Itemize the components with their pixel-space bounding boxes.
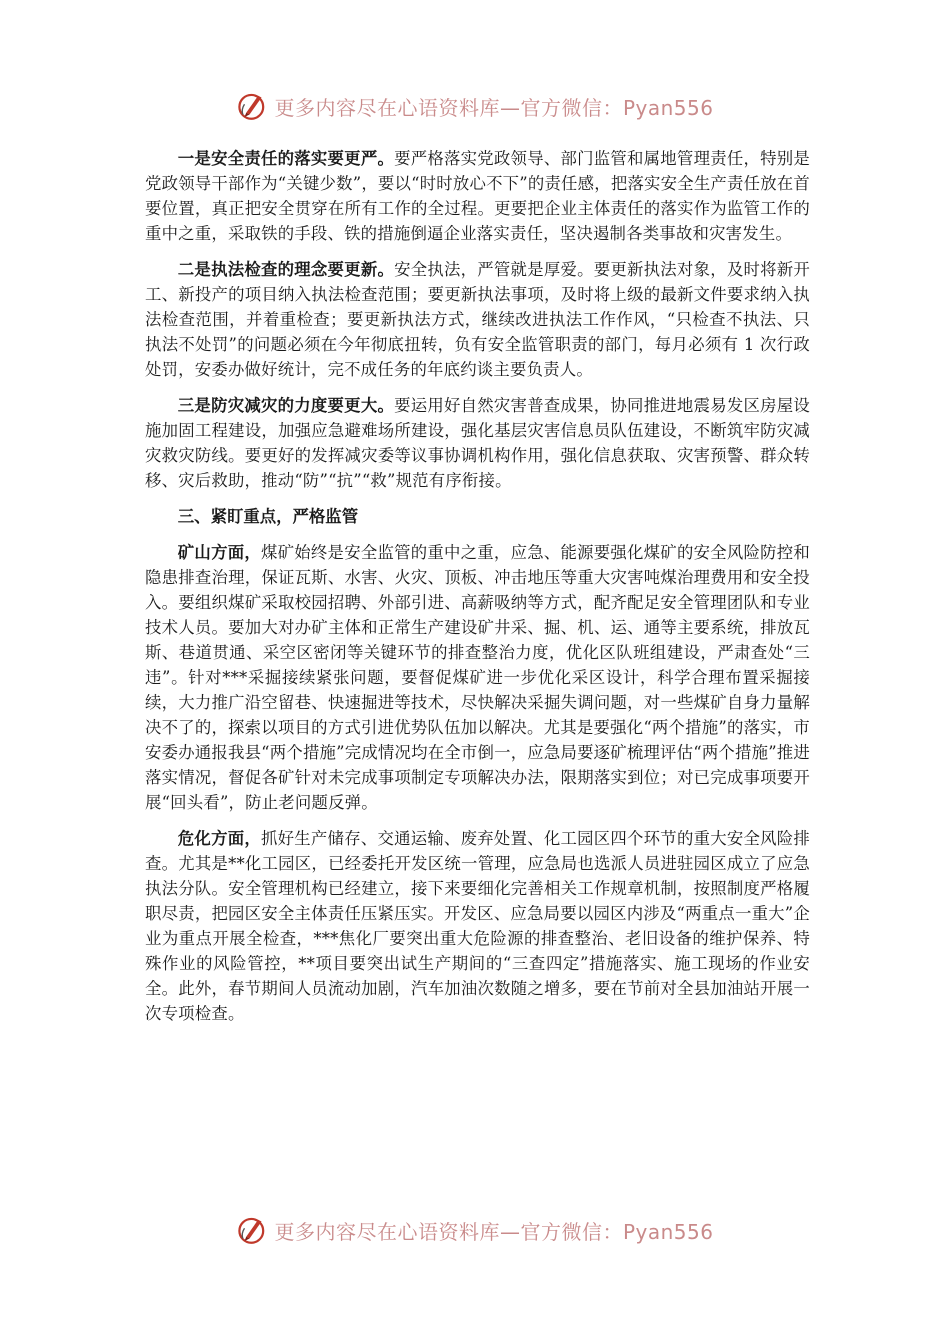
paragraph-mining — [145, 540, 810, 815]
paragraph-lead: 一是安全责任的落实要更严。 — [177, 149, 395, 168]
paragraph-lead: 三是防灾减灾的力度要更大。 — [177, 396, 395, 415]
paragraph-text: 要运用好自然灾害普查成果，协同推进地震易发区房屋设施加固工程建设，加强应急避难场所建设，强化基层灾害信息员队伍建设，不断筑牢防灾减灾救灾防线。要更好的发挥减灾委等议事协调机构作用，强化信息获取、灾害预警、群众转移、灾后救助，推动“防”“抗”“救”规范有序衔接。 — [145, 396, 810, 490]
paragraph-responsibility — [145, 146, 810, 246]
pen-logo-icon — [236, 1213, 270, 1247]
header-watermark — [0, 86, 950, 126]
paragraph-text: 煤矿始终是安全监管的重中之重，应急、能源要强化煤矿的安全风险防控和隐患排查治理，保证瓦斯、水害、火灾、顶板、冲击地压等重大灾害吨煤治理费用和安全投入。要组织煤矿采取校园招聘、外部引进、高薪吸纳等方式，配齐配足安全管理团队和专业技术人员。要加大对办矿主体和正常生产建设矿井采、掘、机、运、通等主要系统，排放瓦斯、巷道贯通、采空区密闭等关键环节的排查整治力度，优化区队班组建设，严肃查处“三违”。针对***采掘接续紧张问题，要督促煤矿进一步优化采区设计，科学合理布置采掘接续，大力推广沿空留巷、快速掘进等技术，尽快解决采掘失调问题，对一些煤矿自身力量解决不了的，探索以项目的方式引进优势队伍加以解决。尤其是要强化“两个措施”的落实，市安委办通报我县“两个措施”完成情况均在全市倒一，应急局要逐矿梳理评估“两个措施”推进落实情况，督促各矿针对未完成事项制定专项解决办法，限期落实到位；对已完成事项要开展“回头看”，防止老问题反弹。 — [145, 543, 811, 812]
paragraph-lead: 二是执法检查的理念要更新。 — [177, 260, 395, 279]
paragraph-disaster-prevention — [145, 393, 810, 493]
paragraph-lead: 矿山方面， — [177, 543, 261, 562]
watermark-text: 更多内容尽在心语资料库—官方微信：Pyan556 — [274, 95, 714, 120]
document-body — [145, 146, 810, 1037]
paragraph-text: 要严格落实党政领导、部门监管和属地管理责任，特别是党政领导干部作为“关键少数”，要以“时时放心不下”的责任感，把落实安全生产责任放在首要位置，真正把安全贯穿在所有工作的全过程。更要把企业主体责任的落实作为监管工作的重中之重，采取铁的手段、铁的措施倒逼企业落实责任，坚决遏制各类事故和灾害发生。 — [145, 149, 810, 243]
pen-logo-icon — [236, 89, 270, 123]
paragraph-enforcement — [145, 257, 810, 382]
footer-watermark — [0, 1210, 950, 1250]
watermark-text: 更多内容尽在心语资料库—官方微信：Pyan556 — [274, 1219, 714, 1244]
paragraph-text: 抓好生产储存、交通运输、废弃处置、化工园区四个环节的重大安全风险排查。尤其是**化工园区，已经委托开发区统一管理，应急局也选派人员进驻园区成立了应急执法分队。安全管理机构已经建立，接下来要细化完善相关工作规章机制，按照制度严格履职尽责，把园区安全主体责任压紧压实。开发区、应急局要以园区内涉及“两重点一重大”企业为重点开展全检查，***焦化厂要突出重大危险源的排查整治、老旧设备的维护保养、特殊作业的风险管控，**项目要突出试生产期间的“三查四定”措施落实、施工现场的作业安全。此外，春节期间人员流动加剧，汽车加油次数随之增多，要在节前对全县加油站开展一次专项检查。 — [145, 829, 811, 1023]
section-heading: 三、紧盯重点，严格监管 — [177, 507, 359, 526]
paragraph-hazardous-chemicals — [145, 826, 810, 1026]
paragraph-lead: 危化方面， — [177, 829, 261, 848]
paragraph-text: 安全执法，严管就是厚爱。要更新执法对象，及时将新开工、新投产的项目纳入执法检查范围；要更新执法事项，及时将上级的最新文件要求纳入执法检查范围，并着重检查；要更新执法方式，继续改进执法工作作风，“只检查不执法、只执法不处罚”的问题必须在今年彻底扭转，负有安全监管职责的部门，每月必须有 1 次行政处罚，安委办做好统计，完不成任务的年底约谈主要负责人。 — [145, 260, 810, 379]
